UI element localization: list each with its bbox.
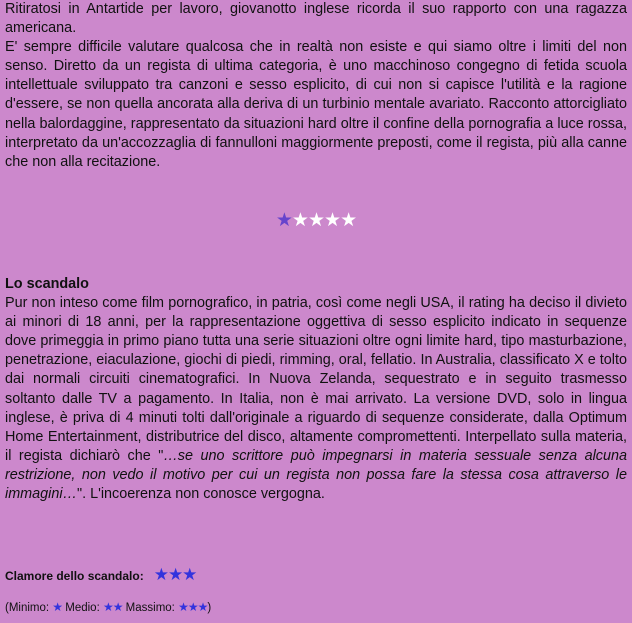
- star-empty-icon: ★: [291, 210, 308, 231]
- scandal-text-after-quote: ". L'incoerenza non conosce vergogna.: [76, 486, 325, 503]
- clamor-label: Clamore dello scandalo:: [5, 569, 144, 583]
- star-empty-icon: ★: [324, 210, 341, 231]
- review-intro-text: [5, 0, 627, 172]
- scandal-text-before-quote: Pur non inteso come film pornografico, in patria, così come negli USA, il rating ha deciso il divieto ai minori di 18 anni, per la rappresentazione oggettiva di sesso esplicito indicato in sequenze dove primeggia in primo piano tutta una serie situazioni oltre ogni limite hard, tipo masturbazione, penetrazione, eiaculazione, giochi di piedi, rimming, oral, fellatio. In Australia, classificato X e tolto dai normali circuiti cinematografici. In Nuova Zelanda, sequestrato e in seguito trasmesso soltanto dalle TV a pagamento. In Italia, non è mai arrivato. La versione DVD, solo in lingua inglese, è priva di 4 minuti tolti dall'originale a riguardo di sequenze considerate, dalla Optimum Home Entertainment, distributrice del disco, altamente compromettenti. Interpellato sulla materia, il regista dichiarò che ": [5, 295, 627, 464]
- clamor-stars-icon: ★★★: [153, 565, 197, 584]
- star-empty-icon: ★: [340, 210, 357, 231]
- director-quote: …se uno scrittore può impegnarsi in materia sessuale senza alcuna restrizione, non vedo il motivo per cui un regista non possa fare la stessa cosa attraverso le immagini…: [5, 447, 627, 503]
- star-empty-icon: ★: [307, 210, 325, 231]
- scandal-section: [5, 275, 627, 504]
- intro-paragraph: Ritiratosi in Antartide per lavoro, giovanotto inglese ricorda il suo rapporto con una ragazza americana. E' sempre difficile valutare qualcosa che in realtà non esiste e qui siamo oltre i limiti del non senso. Diretto da un regista di ultima categoria, è uno macchinoso congegno di fetida scuola intellettuale sviluppato tra canzoni e sesso esplicito, di cui non si capisce l'utilità e la ragione d'essere, se non quella ancorata alla deriva di un turbinio mentale avariato. Racconto attorcigliato nella balordaggine, rappresentato da situazioni hard oltre il confine della pornografia a luce rossa, interpretato da un'accozzaglia di fannulloni maggiormente preposti, come il regista, più alla canne che non alla recitazione.: [5, 1, 627, 170]
- legend-open: (Minimo:: [5, 602, 53, 614]
- legend-massimo-stars-icon: ★★★: [178, 600, 208, 614]
- legend-medio-label: Medio:: [62, 602, 103, 614]
- legend-close: ): [207, 602, 212, 614]
- scandal-heading: Lo scandalo: [5, 276, 89, 292]
- star-rating: [5, 211, 627, 231]
- clamor-legend: [5, 599, 211, 616]
- legend-massimo-label: Massimo:: [122, 602, 179, 614]
- legend-min-star-icon: ★: [52, 600, 63, 614]
- scandal-clamor-row: [5, 566, 196, 585]
- star-filled-icon: ★: [275, 210, 292, 231]
- legend-medio-stars-icon: ★★: [102, 600, 123, 614]
- scandal-paragraph: [5, 294, 627, 504]
